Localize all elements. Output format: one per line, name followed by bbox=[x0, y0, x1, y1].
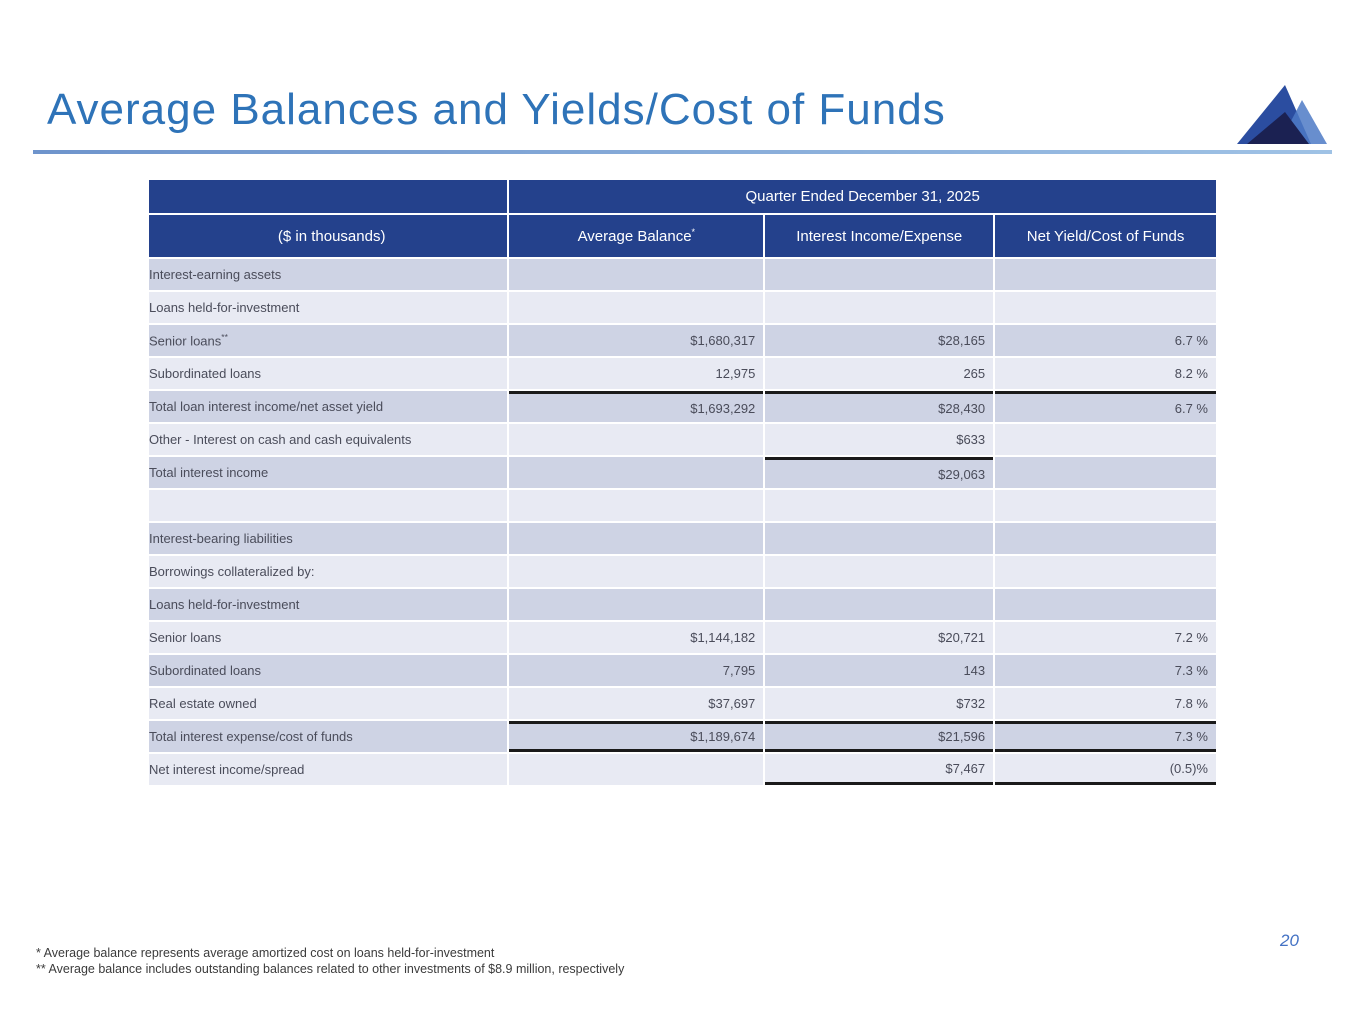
net-yield-cell bbox=[995, 424, 1216, 455]
net-yield-cell: 7.8 % bbox=[995, 688, 1216, 719]
row-label-cell: Total loan interest income/net asset yield bbox=[149, 391, 507, 422]
interest-income-cell: 143 bbox=[765, 655, 993, 686]
table-row bbox=[149, 424, 1216, 455]
interest-income-cell bbox=[765, 523, 993, 554]
average-balance-cell bbox=[509, 556, 763, 587]
table-header bbox=[149, 180, 1216, 257]
interest-income-cell bbox=[765, 292, 993, 323]
balances-table bbox=[147, 178, 1218, 787]
average-balance-cell bbox=[509, 292, 763, 323]
average-balance-cell: $1,693,292 bbox=[509, 391, 763, 422]
interest-income-cell: $21,596 bbox=[765, 721, 993, 752]
net-yield-cell bbox=[995, 523, 1216, 554]
row-label-cell: Subordinated loans bbox=[149, 655, 507, 686]
net-yield-cell bbox=[995, 556, 1216, 587]
row-label-cell bbox=[149, 490, 507, 521]
row-label-cell: Real estate owned bbox=[149, 688, 507, 719]
average-balance-cell: $1,144,182 bbox=[509, 622, 763, 653]
row-label-cell: Subordinated loans bbox=[149, 358, 507, 389]
average-balance-cell: 7,795 bbox=[509, 655, 763, 686]
row-label-cell: Interest-earning assets bbox=[149, 259, 507, 290]
interest-income-cell: $732 bbox=[765, 688, 993, 719]
average-balance-cell: $1,680,317 bbox=[509, 325, 763, 356]
table-row bbox=[149, 556, 1216, 587]
net-yield-cell bbox=[995, 457, 1216, 488]
net-yield-cell: 6.7 % bbox=[995, 325, 1216, 356]
average-balance-cell bbox=[509, 424, 763, 455]
net-yield-cell: (0.5)% bbox=[995, 754, 1216, 785]
net-yield-cell: 8.2 % bbox=[995, 358, 1216, 389]
table-body bbox=[149, 259, 1216, 785]
row-label-cell: Other - Interest on cash and cash equivalents bbox=[149, 424, 507, 455]
average-balance-cell: $37,697 bbox=[509, 688, 763, 719]
column-header-average-balance: Average Balance* bbox=[509, 215, 763, 257]
interest-income-cell: $20,721 bbox=[765, 622, 993, 653]
table-row bbox=[149, 754, 1216, 785]
table-row bbox=[149, 490, 1216, 521]
column-header-row bbox=[149, 215, 1216, 257]
average-balance-cell bbox=[509, 259, 763, 290]
interest-income-cell: $7,467 bbox=[765, 754, 993, 785]
interest-income-cell: $28,430 bbox=[765, 391, 993, 422]
table-row bbox=[149, 622, 1216, 653]
table-row bbox=[149, 292, 1216, 323]
interest-income-cell: $633 bbox=[765, 424, 993, 455]
footnote-1: * Average balance represents average amortized cost on loans held-for-investment bbox=[36, 946, 495, 960]
table-row bbox=[149, 721, 1216, 752]
quarter-header-row bbox=[149, 180, 1216, 213]
interest-income-cell bbox=[765, 259, 993, 290]
average-balance-cell bbox=[509, 523, 763, 554]
row-label-cell: Senior loans** bbox=[149, 325, 507, 356]
row-label-cell: Total interest expense/cost of funds bbox=[149, 721, 507, 752]
title-divider bbox=[33, 150, 1332, 154]
interest-income-cell bbox=[765, 556, 993, 587]
mountain-logo bbox=[1213, 84, 1333, 148]
average-balance-footnote-marker: * bbox=[691, 227, 696, 237]
page-title: Average Balances and Yields/Cost of Funds bbox=[47, 85, 946, 134]
interest-income-cell: 265 bbox=[765, 358, 993, 389]
net-yield-cell bbox=[995, 259, 1216, 290]
table-row bbox=[149, 523, 1216, 554]
net-yield-cell bbox=[995, 589, 1216, 620]
interest-income-cell bbox=[765, 490, 993, 521]
row-label-cell: Total interest income bbox=[149, 457, 507, 488]
row-footnote-marker: ** bbox=[221, 332, 228, 343]
row-label-cell: Net interest income/spread bbox=[149, 754, 507, 785]
table-row bbox=[149, 325, 1216, 356]
table-row bbox=[149, 688, 1216, 719]
net-yield-cell: 6.7 % bbox=[995, 391, 1216, 422]
row-label-cell: Borrowings collateralized by: bbox=[149, 556, 507, 587]
net-yield-cell: 7.2 % bbox=[995, 622, 1216, 653]
column-header-interest-income-expense: Interest Income/Expense bbox=[765, 215, 993, 257]
footnotes bbox=[36, 945, 624, 977]
interest-income-cell bbox=[765, 589, 993, 620]
table-row bbox=[149, 259, 1216, 290]
column-header-unit: ($ in thousands) bbox=[149, 215, 507, 257]
row-label-cell: Senior loans bbox=[149, 622, 507, 653]
net-yield-cell bbox=[995, 292, 1216, 323]
average-balance-cell: $1,189,674 bbox=[509, 721, 763, 752]
interest-income-cell: $28,165 bbox=[765, 325, 993, 356]
net-yield-cell: 7.3 % bbox=[995, 655, 1216, 686]
table-row bbox=[149, 589, 1216, 620]
net-yield-cell: 7.3 % bbox=[995, 721, 1216, 752]
average-balance-cell bbox=[509, 589, 763, 620]
interest-income-cell: $29,063 bbox=[765, 457, 993, 488]
average-balance-cell bbox=[509, 490, 763, 521]
quarter-header-cell: Quarter Ended December 31, 2025 bbox=[509, 180, 1216, 213]
row-label-cell: Loans held-for-investment bbox=[149, 589, 507, 620]
average-balance-cell bbox=[509, 754, 763, 785]
average-balance-cell bbox=[509, 457, 763, 488]
net-yield-cell bbox=[995, 490, 1216, 521]
table-wrap bbox=[147, 178, 1218, 787]
table-row bbox=[149, 358, 1216, 389]
row-label-cell: Interest-bearing liabilities bbox=[149, 523, 507, 554]
column-header-net-yield-cost-of-funds: Net Yield/Cost of Funds bbox=[995, 215, 1216, 257]
page-number: 20 bbox=[1280, 931, 1299, 950]
corner-header-cell bbox=[149, 180, 507, 213]
average-balance-cell: 12,975 bbox=[509, 358, 763, 389]
table-row bbox=[149, 655, 1216, 686]
table-row bbox=[149, 391, 1216, 422]
footnote-2: ** Average balance includes outstanding balances related to other investments of $8.9 million, respectively bbox=[36, 962, 625, 976]
table-row bbox=[149, 457, 1216, 488]
row-label-cell: Loans held-for-investment bbox=[149, 292, 507, 323]
